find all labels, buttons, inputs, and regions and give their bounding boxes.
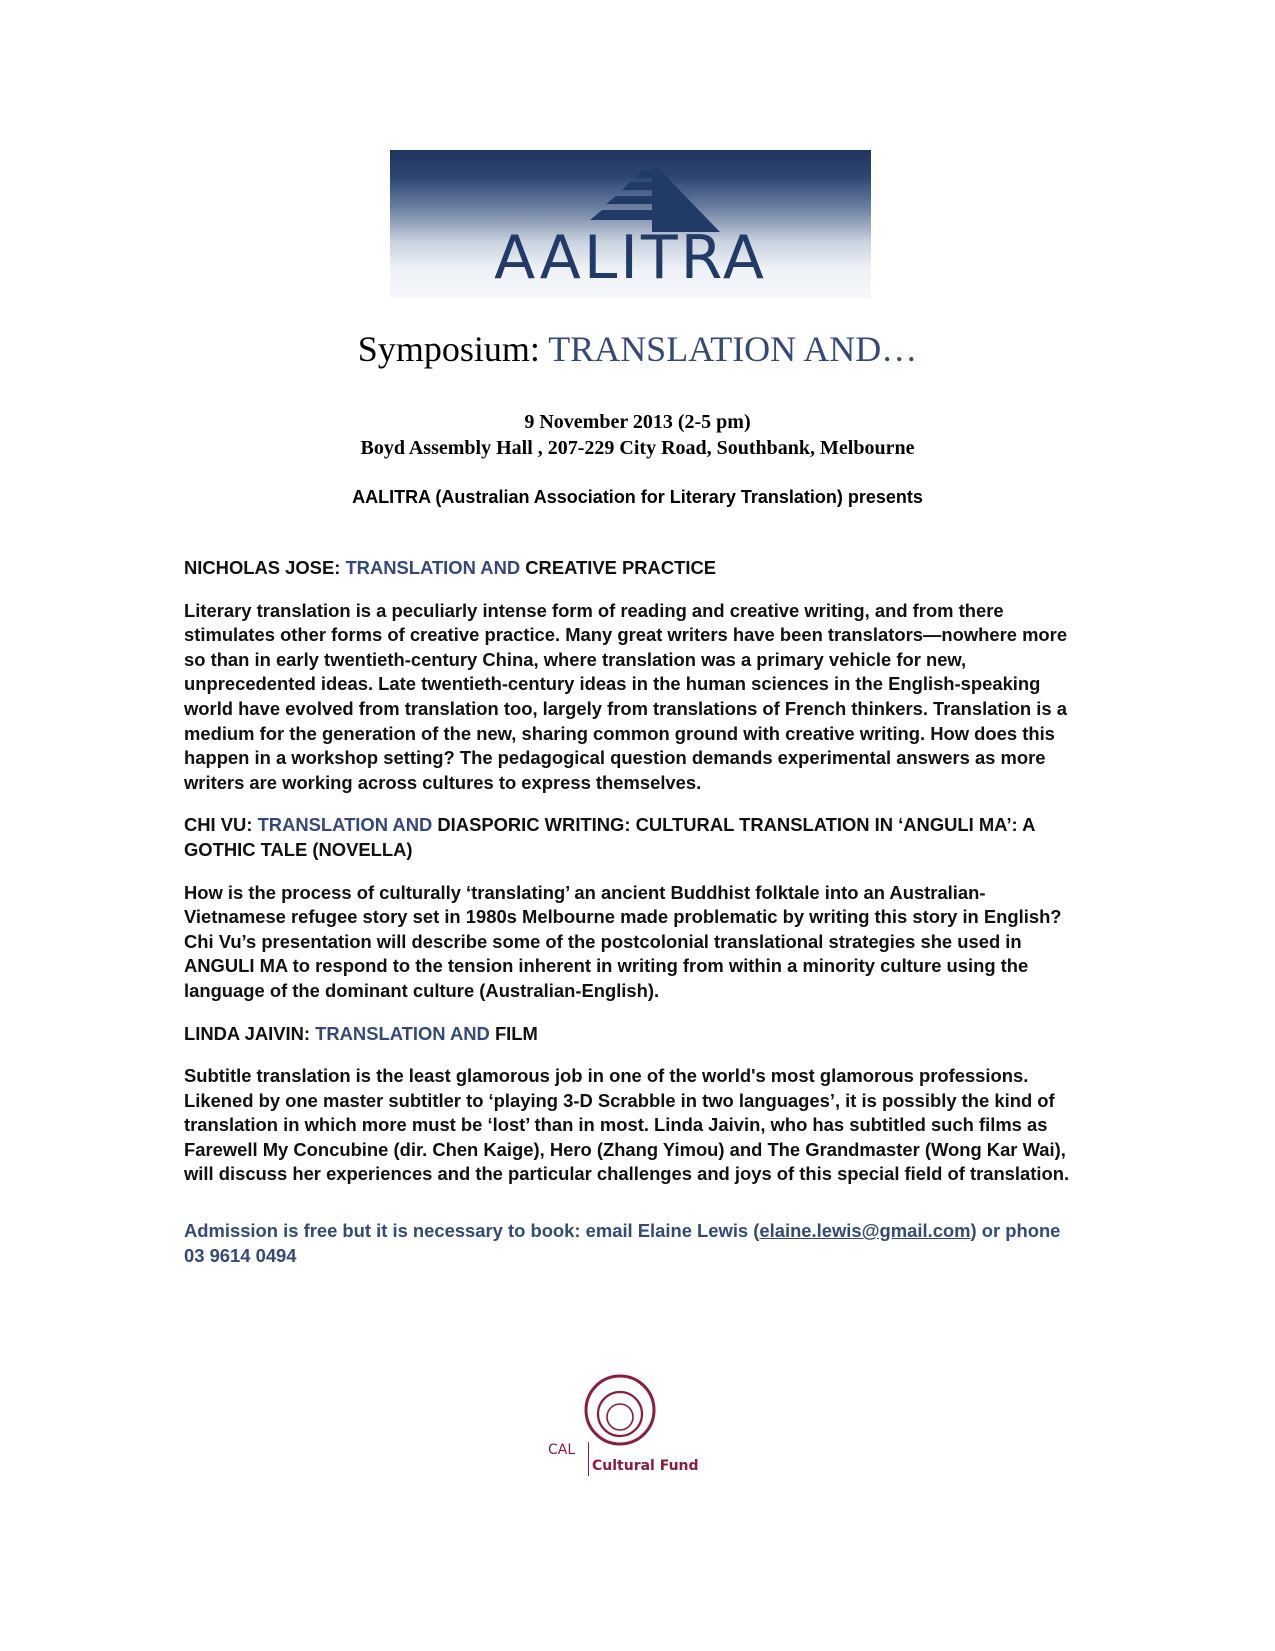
section-topic: FILM [489, 1022, 538, 1044]
speaker-name: LINDA JAIVIN: [184, 1022, 316, 1044]
page-title [0, 328, 1275, 370]
logo-text: AALITRA [494, 223, 767, 293]
speaker-name: NICHOLAS JOSE: [184, 557, 346, 578]
cal-cultural-fund-logo [548, 1366, 708, 1478]
email-link[interactable]: elaine.lewis@gmail.com [759, 1220, 971, 1242]
heading-highlight: TRANSLATION AND [345, 557, 521, 578]
section-heading [184, 556, 1084, 581]
event-venue: Boyd Assembly Hall , 207-229 City Road, Southbank, Melbourne [360, 437, 915, 459]
section-body: Literary translation is a peculiarly intense form of reading and creative writing, and from there stimulates other forms of creative practice. Many great writers have been translators—nowhere more so than in early twentieth-century China, where translation was a primary vehicle for new, unprecedented ideas. Late twentieth-century ideas in the human sciences in the English-speaking world have evolved from translation too, largely from translations of French thinkers. Translation is a medium for the generation of the new, sharing common ground with creative writing. How does this happen in a workshop setting? The pedagogical question demands experimental answers as more writers are working across cultures to express themselves. [184, 599, 1068, 793]
title-prefix: Symposium: [357, 329, 549, 369]
event-details [0, 409, 1275, 461]
section-body: How is the process of culturally ‘translating’ an ancient Buddhist folktale into an Australian-Vietnamese refugee story set in 1980s Melbourne made problematic by writing this story in English? Chi Vu’s presentation will describe some of the postcolonial translational strategies she used in ANGULI MA to respond to the tension inherent in writing from within a minority culture using the language of the dominant culture (Australian-English). [184, 881, 1062, 1001]
section-topic: DIASPORIC WRITING: CULTURAL TRANSLATION IN ‘ANGULI MA’: A GOTHIC TALE (NOVELLA) [184, 814, 1035, 860]
spiral-icon [548, 1366, 708, 1446]
cal-fund-name: Cultural Fund [592, 1458, 699, 1474]
admission-text: Admission is free but it is necessary to book: email Elaine Lewis ( [184, 1220, 760, 1242]
section-body: Subtitle translation is the least glamorous job in one of the world's most glamorous professions. Likened by one master subtitler to ‘playing 3-D Scrabble in two languages’, it is possibly the kind of translation in which more must be ‘lost’ than in most. Linda Jaivin, who has subtitled such films as Farewell My Concubine (dir. Chen Kaige), Hero (Zhang Yimou) and The Grandmaster (Wong Kar Wai), will discuss her experiences and the particular challenges and joys of this special field of translation. [184, 1065, 1070, 1185]
section-heading [184, 813, 1084, 862]
section-heading [184, 1022, 1084, 1047]
cal-abbr: CAL [548, 1442, 576, 1458]
aalitra-logo [390, 150, 871, 298]
program-content [184, 556, 1084, 1268]
admission-info [184, 1219, 1084, 1268]
heading-highlight: TRANSLATION AND [257, 814, 433, 836]
speaker-name: CHI VU: [184, 814, 258, 836]
event-date: 9 November 2013 (2-5 pm) [524, 411, 751, 433]
logo-divider [588, 1442, 589, 1476]
admission-phone: ) or phone 03 9614 0494 [184, 1220, 1061, 1266]
heading-highlight: TRANSLATION AND [315, 1022, 490, 1044]
presents-line: AALITRA (Australian Association for Literary Translation) presents [352, 487, 923, 507]
section-topic: CREATIVE PRACTICE [520, 557, 716, 578]
title-highlight: TRANSLATION AND… [548, 329, 918, 369]
